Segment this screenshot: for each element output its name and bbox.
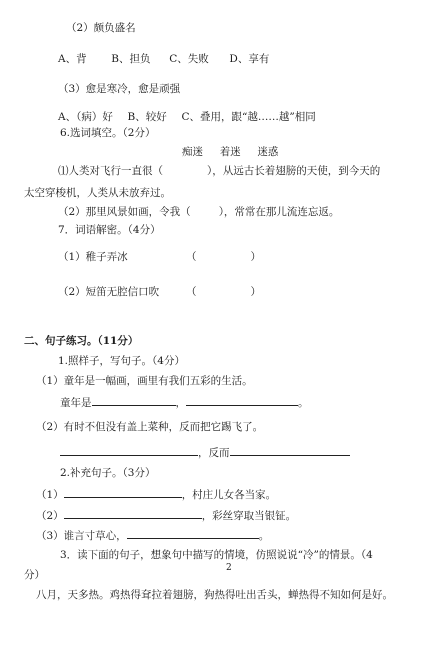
sec2-q3-line-2: 分） bbox=[24, 569, 45, 581]
q6-word-3: 迷惑 bbox=[257, 146, 279, 158]
answer-blank[interactable] bbox=[92, 394, 176, 406]
section-2-title: 二、句子练习。（11分） bbox=[24, 335, 139, 347]
answer-blank[interactable] bbox=[60, 444, 198, 456]
q3-options bbox=[58, 110, 316, 124]
q6-word-2: 着迷 bbox=[219, 146, 241, 158]
sec2-q1-fill-2: ，反而 bbox=[60, 444, 350, 460]
q2-option-b: B、担负 bbox=[111, 53, 151, 65]
q2-options bbox=[58, 52, 269, 66]
sec2-q2-title: 2.补充句子。（3分） bbox=[60, 467, 156, 479]
q3-option-c: C、叠用，跟“越……越”相同 bbox=[181, 111, 316, 123]
answer-blank[interactable] bbox=[186, 394, 298, 406]
q3-heading: （3）愈是寒冷，愈是顽强 bbox=[58, 83, 181, 95]
answer-blank[interactable] bbox=[127, 527, 259, 539]
sec2-q1-fill-1: 童年是 ， 。 bbox=[60, 394, 309, 410]
q2-option-d: D、享有 bbox=[229, 53, 270, 65]
q7-answer-2: （ ） bbox=[186, 286, 261, 298]
q7-item-1: （1）稚子弄冰 bbox=[58, 251, 128, 263]
q6-word-1: 痴迷 bbox=[182, 146, 203, 158]
sec2-q2-line-2: （2） ，彩丝穿取当银钲。 bbox=[36, 507, 296, 523]
q7-answer-1: （ ） bbox=[186, 251, 261, 263]
sec2-q3-prompt: 八月，天多热。鸡热得耷拉着翅膀，狗热得吐出舌头，蝉热得不知如何是好。 bbox=[36, 589, 393, 601]
q2-option-a: A、背 bbox=[58, 53, 87, 65]
q2-option-c: C、失败 bbox=[169, 53, 209, 65]
page-number: 2 bbox=[226, 563, 232, 573]
q6-title: 6.选词填空。（2分） bbox=[60, 127, 156, 139]
sec2-q2-line-1: （1） ，村庄儿女各当家。 bbox=[36, 486, 276, 502]
q6-sentence-2: （2）那里风景如画，令我（ ），常常在那儿流连忘返。 bbox=[58, 206, 340, 218]
q6-word-bank bbox=[182, 145, 278, 159]
sec2-q1-example-1: （1）童年是一幅画，画里有我们五彩的生活。 bbox=[36, 375, 253, 387]
sec2-q1-title: 1.照样子，写句子。（4分） bbox=[58, 355, 185, 367]
answer-blank[interactable] bbox=[230, 444, 350, 456]
answer-blank[interactable] bbox=[64, 486, 182, 498]
q3-option-a: A、（病）好 bbox=[58, 111, 113, 123]
q6-sentence-1: ⑴人类对飞行一直很（ ），从远古长着翅膀的天使，到今天的 bbox=[58, 165, 381, 177]
sec2-q1-example-2: （2）有时不但没有盖上菜种，反而把它踢飞了。 bbox=[36, 421, 264, 433]
q6-sentence-1-cont: 太空穿梭机，人类从未放弃过。 bbox=[24, 187, 171, 199]
q3-option-b: B、较好 bbox=[127, 111, 167, 123]
sec2-q2-line-3: （3）谁言寸草心， 。 bbox=[36, 527, 269, 543]
q7-item-2: （2）短笛无腔信口吹 bbox=[58, 286, 160, 298]
q7-title: 7．词语解密。（4分） bbox=[58, 224, 161, 236]
q2-heading: （2）颇负盛名 bbox=[66, 22, 136, 34]
sec2-q3-line-1: 3．读下面的句子，想象句中描写的情境，仿照说说“冷”的情景。（4 bbox=[60, 549, 373, 561]
answer-blank[interactable] bbox=[64, 507, 202, 519]
